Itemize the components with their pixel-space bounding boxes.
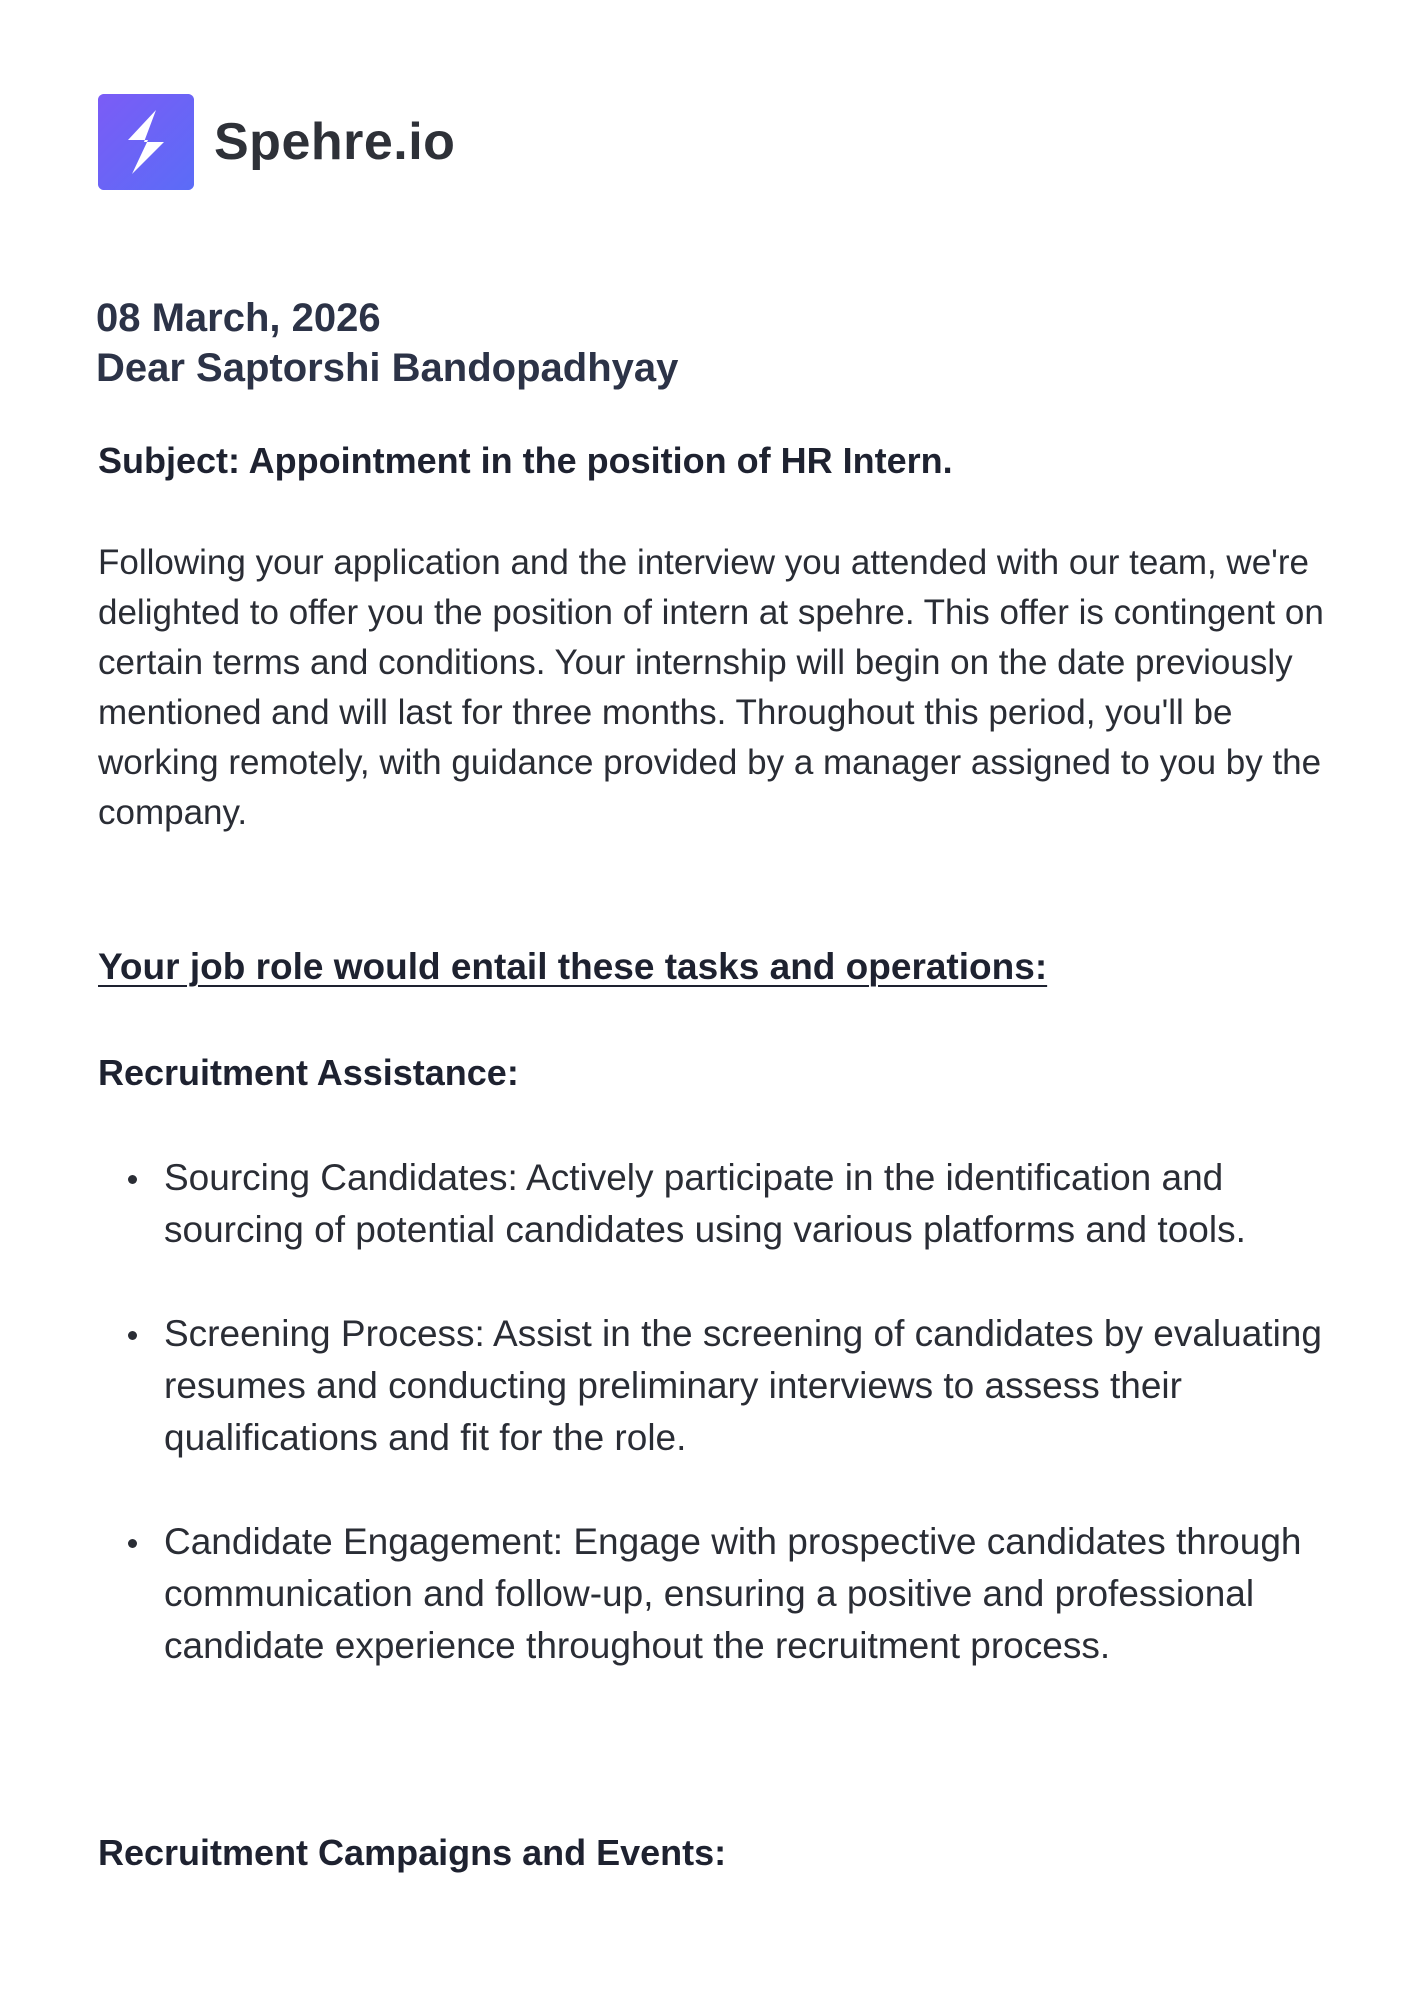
list-item-text: Candidate Engagement: Engage with prospective candidates through communication and follow-up, ensuring a positive and professional candidate experience throughout the recruitment process.: [164, 1521, 1302, 1666]
bullet-icon: [128, 1331, 137, 1340]
bullet-icon: [128, 1539, 137, 1548]
intro-paragraph: Following your application and the interview you attended with our team, we're delighted to offer you the position of intern at spehre. This offer is contingent on certain terms and conditions. Your internship will begin on the date previously mentioned and will last for three months. Throughout this period, you'll be working remotely, with guidance provided by a manager assigned to you by the company.: [98, 543, 1324, 832]
bullet-icon: [128, 1175, 137, 1184]
section-title-recruitment-campaigns: Recruitment Campaigns and Events:: [98, 1832, 727, 1873]
task-list: [98, 1152, 1328, 1724]
letter-subject: Subject: Appointment in the position of HR Intern.: [98, 440, 953, 481]
list-item: [98, 1516, 1328, 1672]
brand-header: [98, 94, 455, 190]
list-item-text: Sourcing Candidates: Actively participate in the identification and sourcing of potential candidates using various platforms and tools.: [164, 1157, 1246, 1250]
s-logo-icon: [98, 94, 194, 190]
job-role-heading: Your job role would entail these tasks and operations:: [98, 946, 1048, 987]
list-item: [98, 1152, 1328, 1256]
letter-date: 08 March, 2026: [96, 296, 381, 340]
list-item: [98, 1308, 1328, 1464]
section-title-recruitment-assistance: Recruitment Assistance:: [98, 1052, 519, 1093]
brand-name: Spehre.io: [214, 113, 456, 171]
list-item-text: Screening Process: Assist in the screening of candidates by evaluating resumes and conducting preliminary interviews to assess their qualifications and fit for the role.: [164, 1313, 1322, 1458]
letter-greeting: Dear Saptorshi Bandopadhyay: [96, 346, 679, 390]
